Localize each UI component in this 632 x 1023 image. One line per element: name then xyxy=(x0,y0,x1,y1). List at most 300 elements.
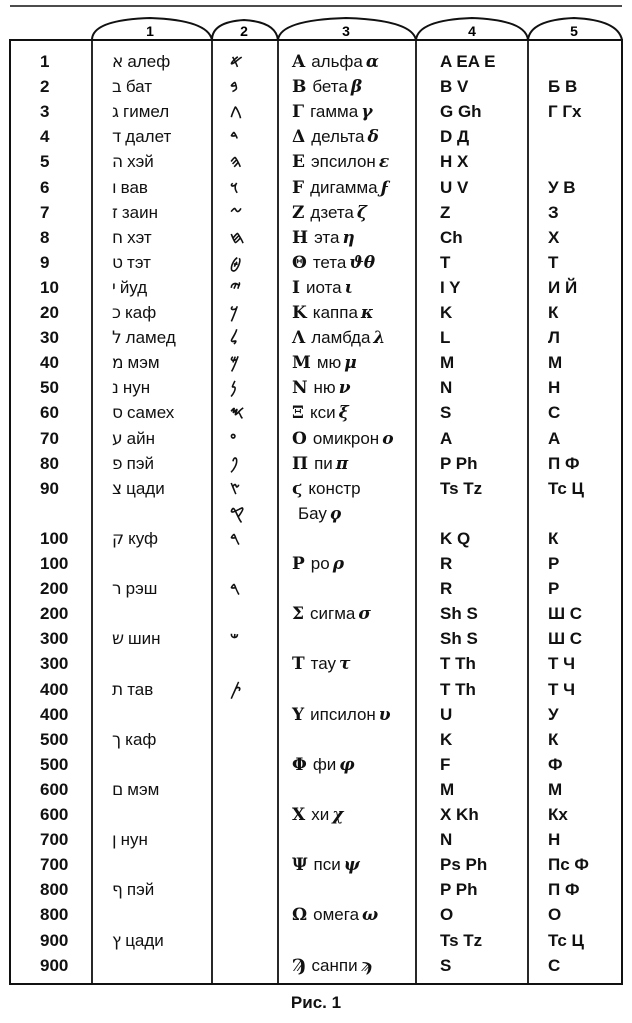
latin-value: S xyxy=(440,955,452,975)
hebrew-letter-cell xyxy=(112,830,148,850)
phoenician-letter: 𐤍 xyxy=(230,378,237,399)
latin-value: Ts Tz xyxy=(440,930,483,950)
hebrew-letter-name: тэт xyxy=(127,252,151,272)
greek-lowercase: ζ xyxy=(356,202,367,223)
hebrew-glyph: נ xyxy=(112,378,119,399)
latin-value: B V xyxy=(440,77,469,97)
phoenician-letter: 𐤊 xyxy=(230,303,239,323)
latin-transliteration xyxy=(440,403,451,423)
latin-transliteration xyxy=(440,654,476,674)
hebrew-letter-name: йуд xyxy=(119,277,148,297)
latin-value: O xyxy=(440,905,454,925)
greek-uppercase: Θ xyxy=(292,252,307,273)
greek-lowercase: γ xyxy=(361,102,373,123)
number-value: 600 xyxy=(40,779,69,799)
latin-value: Z xyxy=(440,202,451,222)
number-value: 700 xyxy=(40,855,69,875)
phoenician-glyph xyxy=(230,328,238,348)
cyrillic-transliteration xyxy=(548,705,559,725)
phoenician-letter: 𐤂 xyxy=(230,102,242,123)
greek-uppercase: Σ xyxy=(292,604,305,625)
row-number xyxy=(40,880,68,900)
cyrillic-transliteration xyxy=(548,654,575,674)
hebrew-letter-cell xyxy=(112,178,148,198)
row-number xyxy=(40,780,68,800)
hebrew-letter-name: мэм xyxy=(127,779,160,799)
hebrew-letter-cell xyxy=(112,905,116,925)
greek-letter-name: иота xyxy=(305,277,342,297)
latin-transliteration xyxy=(440,880,477,900)
cyrillic-value: М xyxy=(548,353,563,373)
number-value: 900 xyxy=(40,955,69,975)
phoenician-letter: 𐤏 xyxy=(230,428,237,449)
row-number xyxy=(40,228,49,248)
hebrew-letter-name: куф xyxy=(128,528,158,548)
hebrew-letter-cell xyxy=(112,278,147,298)
greek-uppercase: A xyxy=(292,52,306,72)
hebrew-letter-name: мэм xyxy=(127,353,160,373)
greek-uppercase: O xyxy=(292,428,307,449)
hebrew-letter-name: тав xyxy=(127,679,154,699)
hebrew-letter-cell xyxy=(112,328,176,348)
row-number xyxy=(40,253,49,273)
phoenician-glyph xyxy=(230,127,238,147)
cyrillic-value: С xyxy=(548,403,561,423)
latin-transliteration xyxy=(440,680,476,700)
greek-lowercase: β xyxy=(350,77,363,98)
greek-letter-cell xyxy=(292,629,301,649)
latin-transliteration xyxy=(440,529,470,549)
phoenician-glyph xyxy=(230,303,239,323)
row-number xyxy=(40,730,68,750)
cyrillic-value: Т Ч xyxy=(548,679,576,699)
latin-transliteration xyxy=(440,730,452,750)
greek-letter-name: ню xyxy=(313,378,336,398)
row-number xyxy=(40,203,49,223)
latin-value: N xyxy=(440,830,453,850)
cyrillic-value: Ш С xyxy=(548,629,583,649)
phoenician-letter: 𐤄 xyxy=(230,152,242,173)
greek-lowercase: η xyxy=(342,227,355,248)
hebrew-glyph: ז xyxy=(112,202,118,223)
greek-letter-cell xyxy=(292,52,379,72)
latin-value: M xyxy=(440,353,455,373)
row-number xyxy=(40,805,68,825)
row-number xyxy=(40,629,68,649)
greek-lowercase: ε xyxy=(378,152,390,173)
latin-transliteration xyxy=(440,805,479,825)
phoenician-letter: 𐤓 xyxy=(230,528,241,549)
cyrillic-value: Кх xyxy=(548,805,568,824)
hebrew-letter-name: каф xyxy=(125,303,157,322)
hebrew-glyph: ם xyxy=(112,779,124,800)
greek-letter-cell xyxy=(292,152,389,172)
number-value: 4 xyxy=(40,127,50,147)
hebrew-letter-name: хэт xyxy=(127,227,152,247)
hebrew-letter-cell xyxy=(112,52,170,72)
hebrew-glyph: ן xyxy=(112,830,117,851)
hebrew-letter-name: алеф xyxy=(127,52,171,71)
latin-value: Ch xyxy=(440,227,463,247)
hebrew-letter-cell xyxy=(112,152,154,172)
hebrew-letter-name: вав xyxy=(120,177,148,197)
greek-letter-name: альфа xyxy=(311,52,363,71)
greek-lowercase: δ xyxy=(367,127,379,148)
hebrew-letter-name: цади xyxy=(126,478,165,498)
hebrew-letter-cell xyxy=(112,579,157,599)
latin-value: M xyxy=(440,779,455,799)
cyrillic-value: С xyxy=(548,955,561,975)
latin-transliteration xyxy=(440,855,487,875)
greek-letter-cell xyxy=(292,353,357,373)
phoenician-glyph xyxy=(230,403,244,423)
number-value: 10 xyxy=(40,277,59,297)
row-number xyxy=(40,579,68,599)
phoenician-glyph xyxy=(230,102,242,122)
greek-letter-cell xyxy=(292,654,350,674)
hebrew-letter-name: рэш xyxy=(125,579,158,599)
cyrillic-value: У xyxy=(548,704,559,724)
greek-letter-name: каппа xyxy=(312,303,358,322)
cyrillic-transliteration xyxy=(548,780,562,800)
cyrillic-value: Тс Ц xyxy=(548,930,584,950)
cyrillic-transliteration xyxy=(548,579,559,599)
number-value: 30 xyxy=(40,328,59,348)
latin-value: L xyxy=(440,328,451,348)
cyrillic-value: Т Ч xyxy=(548,654,576,674)
row-number xyxy=(40,705,68,725)
greek-letter-name: констр xyxy=(308,478,361,498)
header-2: 2 xyxy=(240,23,248,39)
greek-uppercase: Z xyxy=(292,202,305,223)
greek-uppercase: Γ xyxy=(292,102,305,123)
cyrillic-value: Ф xyxy=(548,754,563,774)
greek-letter-cell xyxy=(292,956,372,976)
hebrew-letter-cell xyxy=(112,780,159,800)
row-number xyxy=(40,429,59,449)
latin-transliteration xyxy=(440,905,453,925)
row-number xyxy=(40,178,49,198)
greek-letter-cell xyxy=(292,529,301,549)
phoenician-letter: 𐤓 xyxy=(230,579,241,600)
greek-uppercase: I xyxy=(292,277,300,298)
hebrew-letter-cell xyxy=(112,429,155,449)
cyrillic-transliteration xyxy=(548,378,560,398)
cyrillic-transliteration xyxy=(548,956,560,976)
cyrillic-value: Б В xyxy=(548,77,578,97)
number-value: 90 xyxy=(40,478,59,498)
cyrillic-transliteration xyxy=(548,203,559,223)
latin-value: I Y xyxy=(440,277,461,297)
row-number xyxy=(40,328,59,348)
latin-transliteration xyxy=(440,705,452,725)
phoenician-glyph xyxy=(230,52,243,72)
greek-lowercase: ι xyxy=(344,277,353,298)
phoenician-glyph xyxy=(230,429,236,449)
number-value: 500 xyxy=(40,729,69,749)
hebrew-letter-cell xyxy=(112,705,116,725)
hebrew-glyph: ד xyxy=(112,127,122,148)
greek-letter-name: бета xyxy=(312,77,348,97)
cyrillic-value: Ш С xyxy=(548,604,583,624)
cyrillic-value: Н xyxy=(548,830,561,850)
latin-transliteration xyxy=(440,253,450,273)
header-3: 3 xyxy=(342,23,350,39)
cyrillic-transliteration xyxy=(548,479,584,499)
hebrew-letter-cell xyxy=(112,203,158,223)
number-value: 100 xyxy=(40,528,69,548)
cyrillic-transliteration xyxy=(548,529,558,549)
row-number xyxy=(40,755,68,775)
latin-transliteration xyxy=(440,102,482,122)
greek-letter-cell xyxy=(292,178,390,198)
latin-transliteration xyxy=(440,353,454,373)
latin-value: N xyxy=(440,378,453,398)
row-number xyxy=(40,278,59,298)
cyrillic-transliteration xyxy=(548,403,560,423)
greek-letter-name: пи xyxy=(314,453,333,473)
row-number xyxy=(40,378,59,398)
phoenician-letter: 𐤃 xyxy=(230,127,239,148)
latin-value: A EA E xyxy=(440,52,496,71)
greek-letter-cell xyxy=(292,780,301,800)
cyrillic-value: П Ф xyxy=(548,880,580,900)
greek-uppercase: F xyxy=(292,177,305,198)
phoenician-glyph xyxy=(230,629,239,649)
cyrillic-value: З xyxy=(548,202,559,222)
phoenician-glyph xyxy=(230,203,242,223)
hebrew-glyph: ת xyxy=(112,679,124,700)
greek-letter-cell xyxy=(292,403,349,423)
greek-letter-cell xyxy=(292,278,353,298)
number-value: 40 xyxy=(40,353,59,373)
hebrew-letter-cell xyxy=(112,353,160,373)
latin-transliteration xyxy=(440,830,452,850)
hebrew-letter-name: заин xyxy=(121,202,159,222)
latin-value: T Th xyxy=(440,654,476,674)
row-number xyxy=(40,77,49,97)
phoenician-glyph xyxy=(230,253,241,273)
cyrillic-transliteration xyxy=(548,604,582,624)
greek-uppercase: Ξ xyxy=(292,403,304,424)
hebrew-glyph: צ xyxy=(112,478,123,499)
phoenician-letter: 𐤁 xyxy=(230,77,238,98)
cyrillic-transliteration xyxy=(548,680,575,700)
greek-letter-cell xyxy=(292,579,301,599)
greek-letter-name: омикрон xyxy=(312,428,380,448)
hebrew-glyph: ר xyxy=(112,579,122,600)
figure-caption: Рис. 1 xyxy=(290,993,342,1012)
greek-letter-cell xyxy=(292,378,350,398)
greek-letter-name: омега xyxy=(313,905,360,925)
greek-lowercase: φ xyxy=(339,754,355,775)
greek-letter-cell xyxy=(292,730,301,750)
hebrew-letter-cell xyxy=(112,880,154,900)
latin-transliteration xyxy=(440,328,450,348)
cyrillic-transliteration xyxy=(548,278,577,298)
greek-lowercase: ϑθ xyxy=(349,252,376,273)
hebrew-letter-cell xyxy=(112,303,156,323)
greek-lowercase: ν xyxy=(338,378,351,399)
greek-lowercase: ο xyxy=(382,428,394,449)
greek-letter-cell xyxy=(292,931,301,951)
latin-value: Ts Tz xyxy=(440,478,483,498)
greek-lowercase: π xyxy=(335,453,349,474)
cyrillic-transliteration xyxy=(548,830,560,850)
greek-lowercase: ϝ xyxy=(380,177,390,198)
number-value: 9 xyxy=(40,252,50,272)
hebrew-glyph: ל xyxy=(112,328,122,349)
number-value: 8 xyxy=(40,227,50,247)
greek-letter-name: пси xyxy=(313,855,341,875)
latin-value: T xyxy=(440,252,451,272)
latin-value: K Q xyxy=(440,528,471,548)
hebrew-letter-name: ламед xyxy=(125,328,176,348)
greek-letter-name: дигамма xyxy=(310,177,378,197)
hebrew-letter-cell xyxy=(112,529,158,549)
greek-letter-cell xyxy=(292,830,301,850)
latin-value: R xyxy=(440,579,453,599)
hebrew-glyph: ף xyxy=(112,880,123,901)
greek-uppercase: Ψ xyxy=(292,855,308,876)
cyrillic-value: О xyxy=(548,905,562,925)
hebrew-glyph: ע xyxy=(112,428,123,449)
row-number xyxy=(40,127,49,147)
cyrillic-transliteration xyxy=(548,178,576,198)
number-value: 600 xyxy=(40,805,69,824)
hebrew-letter-name: пэй xyxy=(126,880,155,900)
number-value: 900 xyxy=(40,930,69,950)
greek-lowercase: ϙ xyxy=(329,503,342,524)
greek-letter-name: мю xyxy=(316,353,342,373)
greek-uppercase: B xyxy=(292,77,307,98)
greek-lowercase: τ xyxy=(339,654,351,675)
latin-value: K xyxy=(440,303,453,322)
greek-letter-name: сигма xyxy=(310,604,356,624)
phoenician-glyph xyxy=(230,152,241,172)
row-number xyxy=(40,905,68,925)
greek-letter-cell xyxy=(292,680,301,700)
greek-letter-name: кси xyxy=(309,403,336,423)
number-value: 300 xyxy=(40,629,69,649)
greek-letter-cell xyxy=(292,604,371,624)
hebrew-letter-cell xyxy=(112,127,171,147)
greek-lowercase: ξ xyxy=(338,403,349,424)
cyrillic-transliteration xyxy=(548,102,581,122)
phoenician-letter: 𐤐 xyxy=(230,453,239,474)
hebrew-glyph: פ xyxy=(112,453,123,474)
greek-letter-cell xyxy=(292,253,375,273)
greek-letter-name: тета xyxy=(312,252,347,272)
latin-transliteration xyxy=(440,378,452,398)
latin-value: S xyxy=(440,403,452,423)
cyrillic-value: П Ф xyxy=(548,453,580,473)
greek-lowercase: λ xyxy=(373,328,386,349)
greek-letter-cell xyxy=(292,303,374,323)
greek-letter-cell xyxy=(292,127,379,147)
number-value: 6 xyxy=(40,177,50,197)
greek-lowercase: σ xyxy=(358,604,371,625)
hebrew-letter-name: хэй xyxy=(127,152,154,172)
row-number xyxy=(40,680,68,700)
greek-lowercase: υ xyxy=(378,704,391,725)
row-number xyxy=(40,152,49,172)
hebrew-letter-cell xyxy=(112,454,154,474)
cyrillic-value: Р xyxy=(548,554,560,573)
cyrillic-transliteration xyxy=(548,905,561,925)
phoenician-glyph xyxy=(230,479,240,499)
number-value: 80 xyxy=(40,453,59,473)
hebrew-letter-cell xyxy=(112,680,153,700)
latin-value: H X xyxy=(440,152,469,172)
cyrillic-transliteration xyxy=(548,629,582,649)
phoenician-letter: 𐤀 xyxy=(230,52,243,72)
greek-uppercase: Π xyxy=(292,453,309,474)
cyrillic-transliteration xyxy=(548,554,559,574)
phoenician-letter: 𐤇 xyxy=(230,227,245,248)
phoenician-letter: 𐤆 xyxy=(230,202,243,223)
latin-transliteration xyxy=(440,755,450,775)
greek-uppercase: Λ xyxy=(292,328,306,349)
cyrillic-transliteration xyxy=(548,730,558,750)
hebrew-letter-cell xyxy=(112,755,116,775)
hebrew-glyph: ך xyxy=(112,729,122,750)
latin-transliteration xyxy=(440,303,452,323)
greek-lowercase: ϡ xyxy=(360,955,372,976)
greek-lowercase: κ xyxy=(360,303,374,323)
latin-value: T Th xyxy=(440,679,476,699)
phoenician-letter: 𐤉 xyxy=(230,277,241,298)
greek-letter-name: эта xyxy=(314,227,340,247)
cyrillic-transliteration xyxy=(548,454,579,474)
greek-letter-cell xyxy=(292,102,372,122)
phoenician-glyph xyxy=(230,77,238,97)
hebrew-letter-name: бат xyxy=(125,77,153,97)
row-number xyxy=(40,353,59,373)
hebrew-glyph: ק xyxy=(112,528,125,549)
latin-transliteration xyxy=(440,278,460,298)
hebrew-letter-cell xyxy=(112,554,116,574)
cyrillic-transliteration xyxy=(548,805,568,825)
hebrew-letter-cell xyxy=(112,77,152,97)
phoenician-glyph xyxy=(230,178,238,198)
cyrillic-value: Х xyxy=(548,227,560,247)
greek-uppercase: N xyxy=(292,378,308,399)
number-value: 400 xyxy=(40,704,69,724)
number-value: 2 xyxy=(40,77,50,97)
greek-letter-cell xyxy=(292,805,343,825)
greek-uppercase: E xyxy=(292,152,305,173)
greek-lowercase: ρ xyxy=(332,554,345,574)
cyrillic-transliteration xyxy=(548,931,584,951)
latin-value: A xyxy=(440,428,453,448)
greek-letter-name: хи xyxy=(311,805,330,824)
latin-value: F xyxy=(440,754,451,774)
phoenician-letter: 𐤔 xyxy=(230,629,239,650)
greek-letter-cell xyxy=(292,454,348,474)
number-value: 200 xyxy=(40,579,69,599)
latin-transliteration xyxy=(440,454,477,474)
number-value: 20 xyxy=(40,303,59,322)
header-5: 5 xyxy=(570,23,578,39)
phoenician-letter: 𐤌 xyxy=(230,353,240,374)
row-number xyxy=(40,554,68,574)
hebrew-letter-name: самех xyxy=(127,403,175,423)
number-value: 7 xyxy=(40,202,50,222)
cyrillic-value: А xyxy=(548,428,561,448)
number-value: 3 xyxy=(40,102,50,122)
greek-letter-cell xyxy=(292,203,367,223)
